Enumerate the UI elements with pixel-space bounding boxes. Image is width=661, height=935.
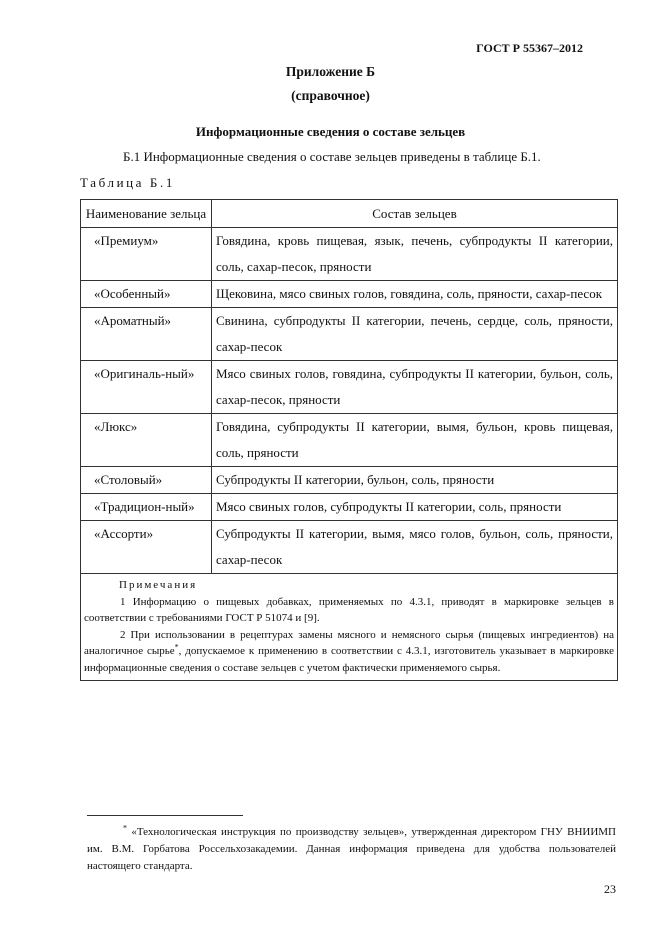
table-row <box>81 494 618 521</box>
footnote-reference-mark: * <box>174 642 179 652</box>
product-name: «Столовый» <box>81 467 212 494</box>
header-composition-cell: Состав зельцев <box>212 200 618 228</box>
intro-paragraph: Б.1 Информационные сведения о составе зельцев приведены в таблице Б.1. <box>123 149 541 164</box>
table-row <box>81 281 618 308</box>
product-composition: Субпродукты II категории, вымя, мясо голов, бульон, соль, пряности, сахар-песок <box>212 521 618 574</box>
footnote-separator <box>87 815 243 816</box>
product-name: «Ассорти» <box>81 521 212 574</box>
notes-title: Примечания <box>119 579 198 591</box>
note-2-text-start: 2 При использовании в рецептурах замены мясного и немясного сырья (пищевых ингредиентов) на аналогичное сырье <box>84 628 614 657</box>
table-row <box>81 361 618 414</box>
table-row <box>81 414 618 467</box>
table-header-row <box>81 200 618 228</box>
product-name: «Люкс» <box>81 414 212 467</box>
product-composition: Свинина, субпродукты II категории, печень, сердце, соль, пряности, сахар-песок <box>212 308 618 361</box>
note-2-text-end: , допускаемое к применению в соответствии с 4.3.1, изготовитель указывает в маркировке информационные сведения о составе зельцев с учетом фактически применяемого сырья. <box>84 645 614 674</box>
product-composition: Говядина, кровь пищевая, язык, печень, субпродукты II категории, соль, сахар-песок, пряности <box>212 228 618 281</box>
product-composition: Субпродукты II категории, бульон, соль, пряности <box>212 467 618 494</box>
footnote-text <box>87 824 616 875</box>
notes-cell <box>81 574 618 681</box>
notes-row <box>81 574 618 681</box>
table-row <box>81 521 618 574</box>
table-row <box>81 467 618 494</box>
table-row <box>81 228 618 281</box>
note-1: 1 Информацию о пищевых добавках, применяемых по 4.3.1, приводят в маркировке зельцев в соответствии с требованиями ГОСТ Р 51074 и [9]. <box>84 595 614 624</box>
product-name: «Традицион-ный» <box>81 494 212 521</box>
table-row <box>81 308 618 361</box>
product-composition: Мясо свиных голов, субпродукты II категории, соль, пряности <box>212 494 618 521</box>
footnote-mark: * <box>123 823 127 833</box>
section-heading: Информационные сведения о составе зельцев <box>195 124 466 139</box>
product-name: «Оригиналь-ный» <box>81 361 212 414</box>
composition-table <box>80 199 618 681</box>
appendix-title: Приложение Б <box>285 64 376 79</box>
table-caption: Таблица Б.1 <box>80 175 175 190</box>
product-composition: Говядина, субпродукты II категории, вымя, бульон, кровь пищевая, соль, пряности <box>212 414 618 467</box>
product-name: «Особенный» <box>81 281 212 308</box>
product-composition: Щековина, мясо свиных голов, говядина, соль, пряности, сахар-песок <box>212 281 618 308</box>
appendix-subtitle: (справочное) <box>291 88 370 103</box>
standard-number: ГОСТ Р 55367–2012 <box>476 41 583 55</box>
product-name: «Премиум» <box>81 228 212 281</box>
page-number: 23 <box>604 882 616 896</box>
footnote-body: «Технологическая инструкция по производству зельцев», утвержденная директором ГНУ ВНИИМП им. В.М. Горбатова Россельхозакадемии. Данная информация приведена для удобства пользователей настоящего стандарта. <box>87 826 616 872</box>
header-name-cell: Наименование зельца <box>81 200 212 228</box>
footnote <box>87 824 616 875</box>
product-name: «Ароматный» <box>81 308 212 361</box>
note-2 <box>84 627 614 677</box>
product-composition: Мясо свиных голов, говядина, субпродукты II категории, бульон, соль, сахар-песок, пряности <box>212 361 618 414</box>
